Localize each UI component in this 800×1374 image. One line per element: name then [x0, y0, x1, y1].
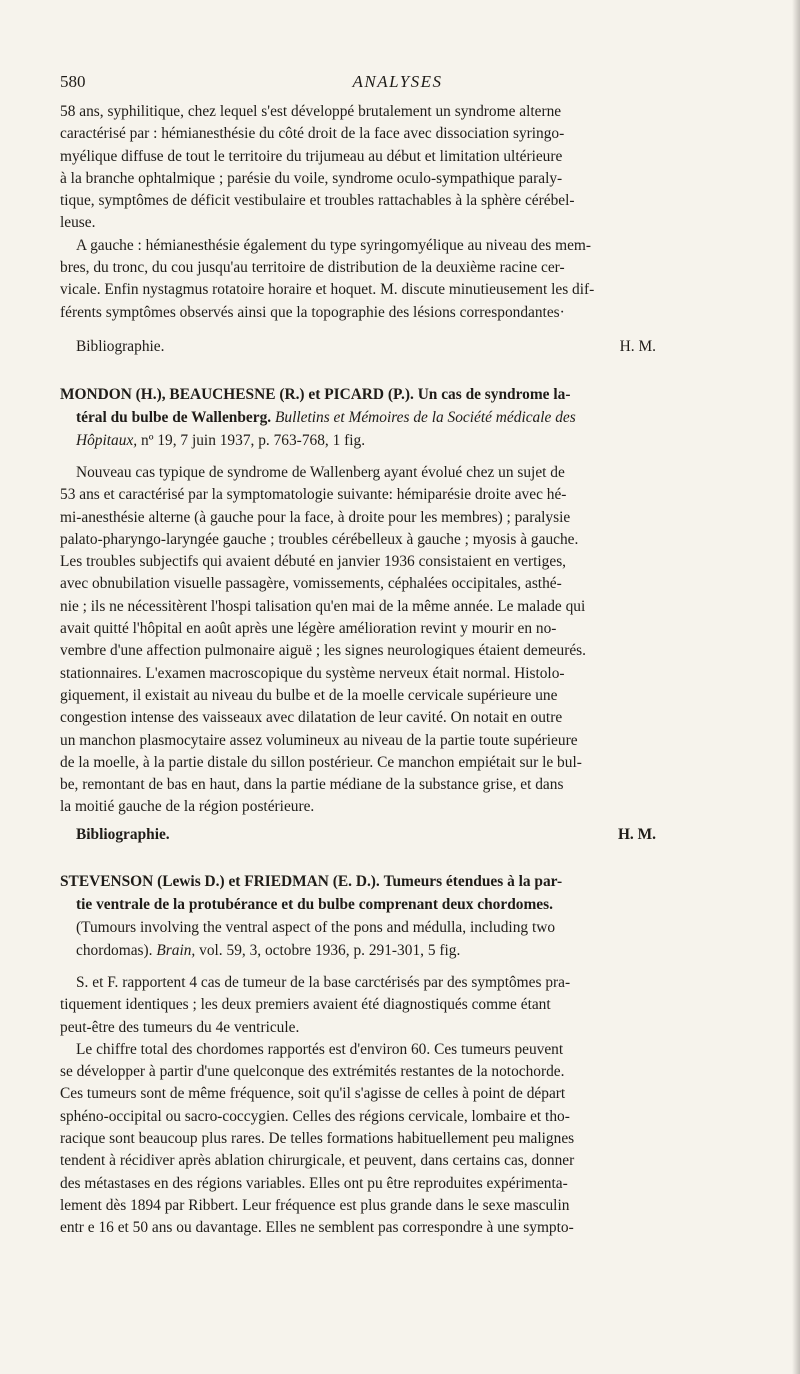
text-line: nie ; ils ne nécessitèrent l'hospi talisation qu'en mai de la même année. Le malade qui: [60, 597, 586, 615]
text-line: S. et F. rapportent 4 cas de tumeur de la base carctérisés par des symptômes pra-: [76, 974, 571, 991]
prev-article-text: [60, 101, 735, 324]
article-1-heading: [60, 383, 740, 452]
article-2-title-part-2: tie ventrale de la protubérance et du bulbe comprenant deux chordomes.: [76, 896, 553, 913]
scan-edge-shadow: [792, 0, 800, 1374]
text-line: lement dès 1894 par Ribbert. Leur fréquence est plus grande dans le sexe masculin: [60, 1196, 570, 1214]
text-line: vembre d'une affection pulmonaire aiguë ; les signes neurologiques étaient demeurés.: [60, 642, 587, 660]
text-line: de la moelle, à la partie distale du sillon postérieur. Ce manchon empiétait sur le bul-: [60, 753, 582, 771]
text-line: bres, du tronc, du cou jusqu'au territoire de distribution de la deuxième racine cer-: [60, 259, 565, 277]
text-line: des métastases en des régions variables. Elles ont pu être reproduites expérimenta-: [60, 1174, 568, 1192]
article-1-journal: Bulletins et Mémoires de la Société médicale des: [274, 409, 576, 426]
article-2-reference: vol. 59, 3, octobre 1936, p. 291-301, 5 fig.: [199, 942, 461, 959]
text-line: Les troubles subjectifs qui avaient débuté en janvier 1936 consistaient en vertiges,: [60, 553, 567, 571]
article-2-translation-2: chordomas).: [76, 942, 153, 959]
text-line: entr e 16 et 50 ans ou davantage. Elles ne semblent pas correspondre à une sympto-: [60, 1219, 574, 1237]
article-1-title-part-2: téral du bulbe de Wallenberg.: [76, 409, 272, 426]
running-title: ANALYSES: [352, 72, 443, 91]
article-1-text: [60, 462, 735, 819]
article-2-translation-1: (Tumours involving the ventral aspect of the pons and médulla, including two: [76, 919, 556, 936]
bibliography-label: Bibliographie.: [76, 338, 165, 355]
text-line: stationnaires. L'examen macroscopique du système nerveux était normal. Histolo-: [60, 664, 565, 682]
page-number: 580: [60, 72, 86, 91]
text-line: à la branche ophtalmique ; parésie du voile, syndrome oculo-sympathique paraly-: [60, 169, 563, 187]
text-line: palato-pharyngo-laryngée gauche ; troubles cérébelleux à gauche ; myosis à gauche.: [60, 530, 579, 548]
text-line: Nouveau cas typique de syndrome de Wallenberg ayant évolué chez un sujet de: [76, 464, 565, 481]
text-line: avec obnubilation visuelle passagère, vomissements, céphalées occipitales, asthé-: [60, 575, 562, 593]
author-initials: H. M.: [617, 826, 656, 843]
text-line: Ces tumeurs sont de même fréquence, soit qu'il s'agisse de celles à point de départ: [60, 1085, 566, 1103]
text-line: se développer à partir d'une quelconque des extrémités restantes de la notochorde.: [60, 1063, 565, 1081]
text-line: Le chiffre total des chordomes rapportés est d'environ 60. Ces tumeurs peuvent: [76, 1040, 564, 1058]
page-header: [60, 72, 735, 94]
article-2-heading: [60, 870, 740, 962]
text-line: tique, symptômes de déficit vestibulaire et troubles rattachables à la sphère cérébel-: [60, 192, 575, 210]
article-2-journal: Brain,: [156, 942, 196, 959]
text-line: 58 ans, syphilitique, chez lequel s'est développé brutalement un syndrome alterne: [60, 103, 562, 120]
article-2-title-part-1: Tumeurs étendues à la par-: [383, 873, 563, 890]
article-2-paragraph-2: [60, 1039, 735, 1240]
article-1-journal-cont: Hôpitaux,: [76, 432, 138, 449]
article-1-title-part-1: Un cas de syndrome la-: [417, 386, 571, 403]
article-1-paragraph: [60, 462, 735, 819]
article-2-authors: STEVENSON (Lewis D.) et FRIEDMAN (E. D.).: [60, 873, 380, 890]
text-line: congestion intense des vaisseaux avec dilatation de leur cavité. On notait en outre: [60, 709, 563, 727]
text-line: A gauche : hémianesthésie également du type syringomyélique au niveau des mem-: [76, 236, 591, 254]
prev-paragraph-2: [60, 235, 735, 324]
text-line: caractérisé par : hémianesthésie du côté droit de la face avec dissociation syringo-: [60, 125, 565, 143]
article-2-paragraph-1: [60, 972, 735, 1039]
text-line: be, remontant de bas en haut, dans la partie médiane de la substance grise, et dans: [60, 776, 564, 794]
text-line: la moitié gauche de la région postérieure.: [60, 798, 315, 816]
text-line: avait quitté l'hôpital en août après une légère amélioration revint y mourir en no-: [60, 620, 557, 638]
author-initials: H. M.: [619, 338, 656, 355]
text-line: myélique diffuse de tout le territoire du trijumeau au début et limitation ultérieure: [60, 147, 563, 165]
text-line: giquement, il existait au niveau du bulbe et de la moelle cervicale supérieure une: [60, 686, 558, 704]
article-2-text: [60, 972, 735, 1240]
text-line: 53 ans et caractérisé par la symptomatologie suivante: hémiparésie droite avec hé-: [60, 486, 567, 504]
text-line: tiquement identiques ; les deux premiers avaient été diagnostiqués comme étant: [60, 996, 551, 1014]
text-line: un manchon plasmocytaire assez volumineux au niveau de la partie toute supérieure: [60, 731, 578, 749]
text-line: peut-être des tumeurs du 4e ventricule.: [60, 1018, 300, 1036]
text-line: leuse.: [60, 214, 96, 232]
text-line: tendent à récidiver après ablation chirurgicale, et peuvent, dans certains cas, donner: [60, 1152, 575, 1170]
text-line: sphéno-occipital ou sacro-coccygien. Celles des régions cervicale, lombaire et tho-: [60, 1107, 570, 1125]
text-line: mi-anesthésie alterne (à gauche pour la face, à droite pour les membres) ; paralysie: [60, 508, 571, 526]
text-line: racique sont beaucoup plus rares. De telles formations habituellement peu malignes: [60, 1130, 575, 1148]
prev-paragraph-1: [60, 101, 735, 235]
prev-bibliography-row: [76, 338, 656, 360]
text-line: vicale. Enfin nystagmus rotatoire horaire et hoquet. M. discute minutieusement les dif-: [60, 281, 595, 299]
article-1-bibliography-row: [76, 826, 656, 848]
article-1-authors: MONDON (H.), BEAUCHESNE (R.) et PICARD (P.).: [60, 386, 414, 403]
bibliography-label: Bibliographie.: [76, 826, 170, 843]
text-line: férents symptômes observés ainsi que la topographie des lésions correspondantes·: [60, 303, 565, 321]
article-1-reference: nº 19, 7 juin 1937, p. 763-768, 1 fig.: [141, 432, 366, 449]
